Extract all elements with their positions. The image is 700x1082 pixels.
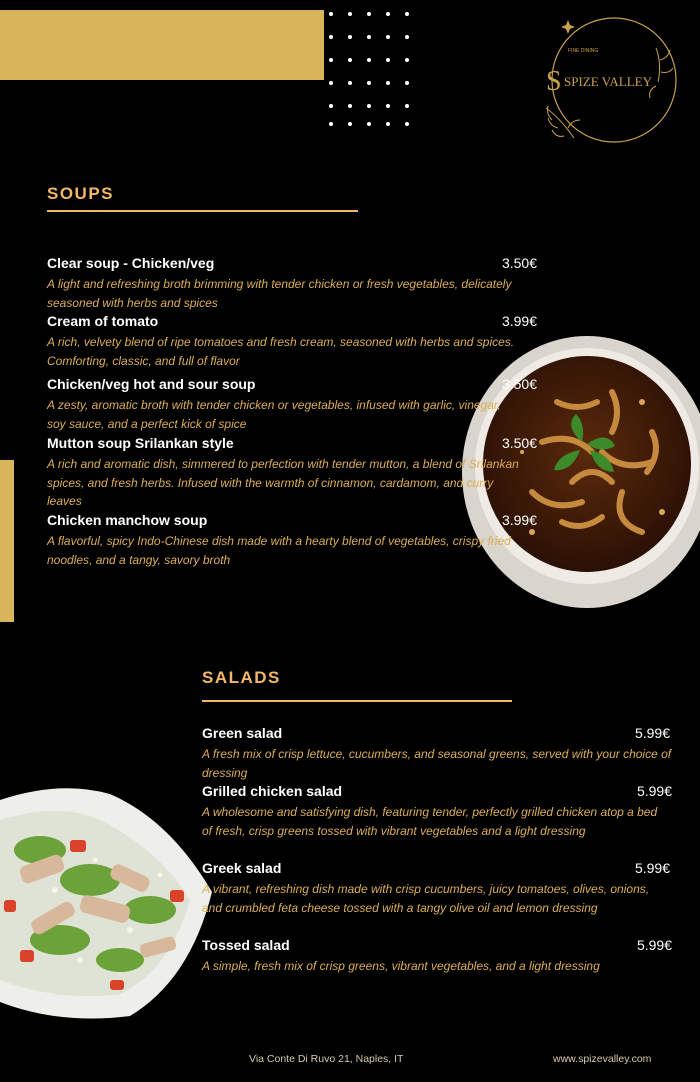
item-price: 5.99€ (636, 937, 672, 953)
item-name: Grilled chicken salad (202, 783, 343, 799)
item-description: A flavorful, spicy Indo-Chinese dish made with a hearty blend of vegetables, crispy fried noodles, and a tangy, savory broth (47, 534, 511, 567)
footer-website-link[interactable]: www.spizevalley.com (553, 1053, 652, 1065)
brand-logo (528, 8, 688, 156)
salads-heading: SALADS (202, 668, 281, 687)
item-description: A vibrant, refreshing dish made with crisp cucumbers, juicy tomatoes, olives, onions, and crumbled feta cheese tossed with a tangy olive oil and lemon dressing (202, 882, 650, 915)
brand-tagline: FINE DINING (568, 48, 599, 54)
svg-text:S: S (546, 66, 562, 97)
item-name: Clear soup - Chicken/veg (47, 255, 215, 271)
item-name: Tossed salad (202, 937, 290, 953)
footer-address: Via Conte Di Ruvo 21, Naples, IT (249, 1053, 404, 1065)
item-name: Green salad (202, 725, 283, 741)
item-price: 3.50€ (501, 376, 537, 392)
item-description: A light and refreshing broth brimming with tender chicken or fresh vegetables, delicately seasoned with herbs and spices (47, 277, 512, 310)
brand-name: SPIZE VALLEY (564, 74, 652, 89)
item-price: 3.99€ (501, 512, 537, 528)
item-description: A zesty, aromatic broth with tender chicken or vegetables, infused with garlic, vinegar, soy sauce, and a perfect kick of spice (47, 398, 501, 431)
salad-plate-photo (0, 780, 215, 1025)
item-name: Greek salad (202, 860, 282, 876)
item-description: A fresh mix of crisp lettuce, cucumbers, and seasonal greens, served with your choice of dressing (202, 747, 672, 780)
item-description: A rich, velvety blend of ripe tomatoes and fresh cream, seasoned with herbs and spices. Comforting, classic, and full of flavor (47, 335, 515, 368)
item-name: Chicken/veg hot and sour soup (47, 376, 256, 392)
item-price: 3.50€ (501, 255, 537, 271)
item-price: 3.50€ (501, 435, 537, 451)
soups-divider (47, 210, 358, 212)
salads-divider (202, 700, 512, 702)
item-price: 5.99€ (634, 725, 670, 741)
soups-heading: SOUPS (47, 184, 115, 203)
item-description: A simple, fresh mix of crisp greens, vibrant vegetables, and a light dressing (202, 959, 600, 973)
item-price: 5.99€ (634, 860, 670, 876)
item-name: Chicken manchow soup (47, 512, 208, 528)
dot-grid-decoration (325, 8, 425, 130)
item-price: 5.99€ (636, 783, 672, 799)
item-price: 3.99€ (501, 313, 537, 329)
decorative-gold-bar (0, 10, 324, 80)
item-description: A wholesome and satisfying dish, featuring tender, perfectly grilled chicken atop a bed of fresh, crisp greens tossed with vibrant vegetables and a light dressing (202, 805, 658, 838)
decorative-side-bar (0, 460, 14, 622)
item-description: A rich and aromatic dish, simmered to perfection with tender mutton, a blend of Srilankan spices, and fresh herbs. Infused with the warmth of cinnamon, cardamom, and curry leaves (47, 457, 519, 508)
item-name: Mutton soup Srilankan style (47, 435, 234, 451)
item-name: Cream of tomato (47, 313, 159, 329)
